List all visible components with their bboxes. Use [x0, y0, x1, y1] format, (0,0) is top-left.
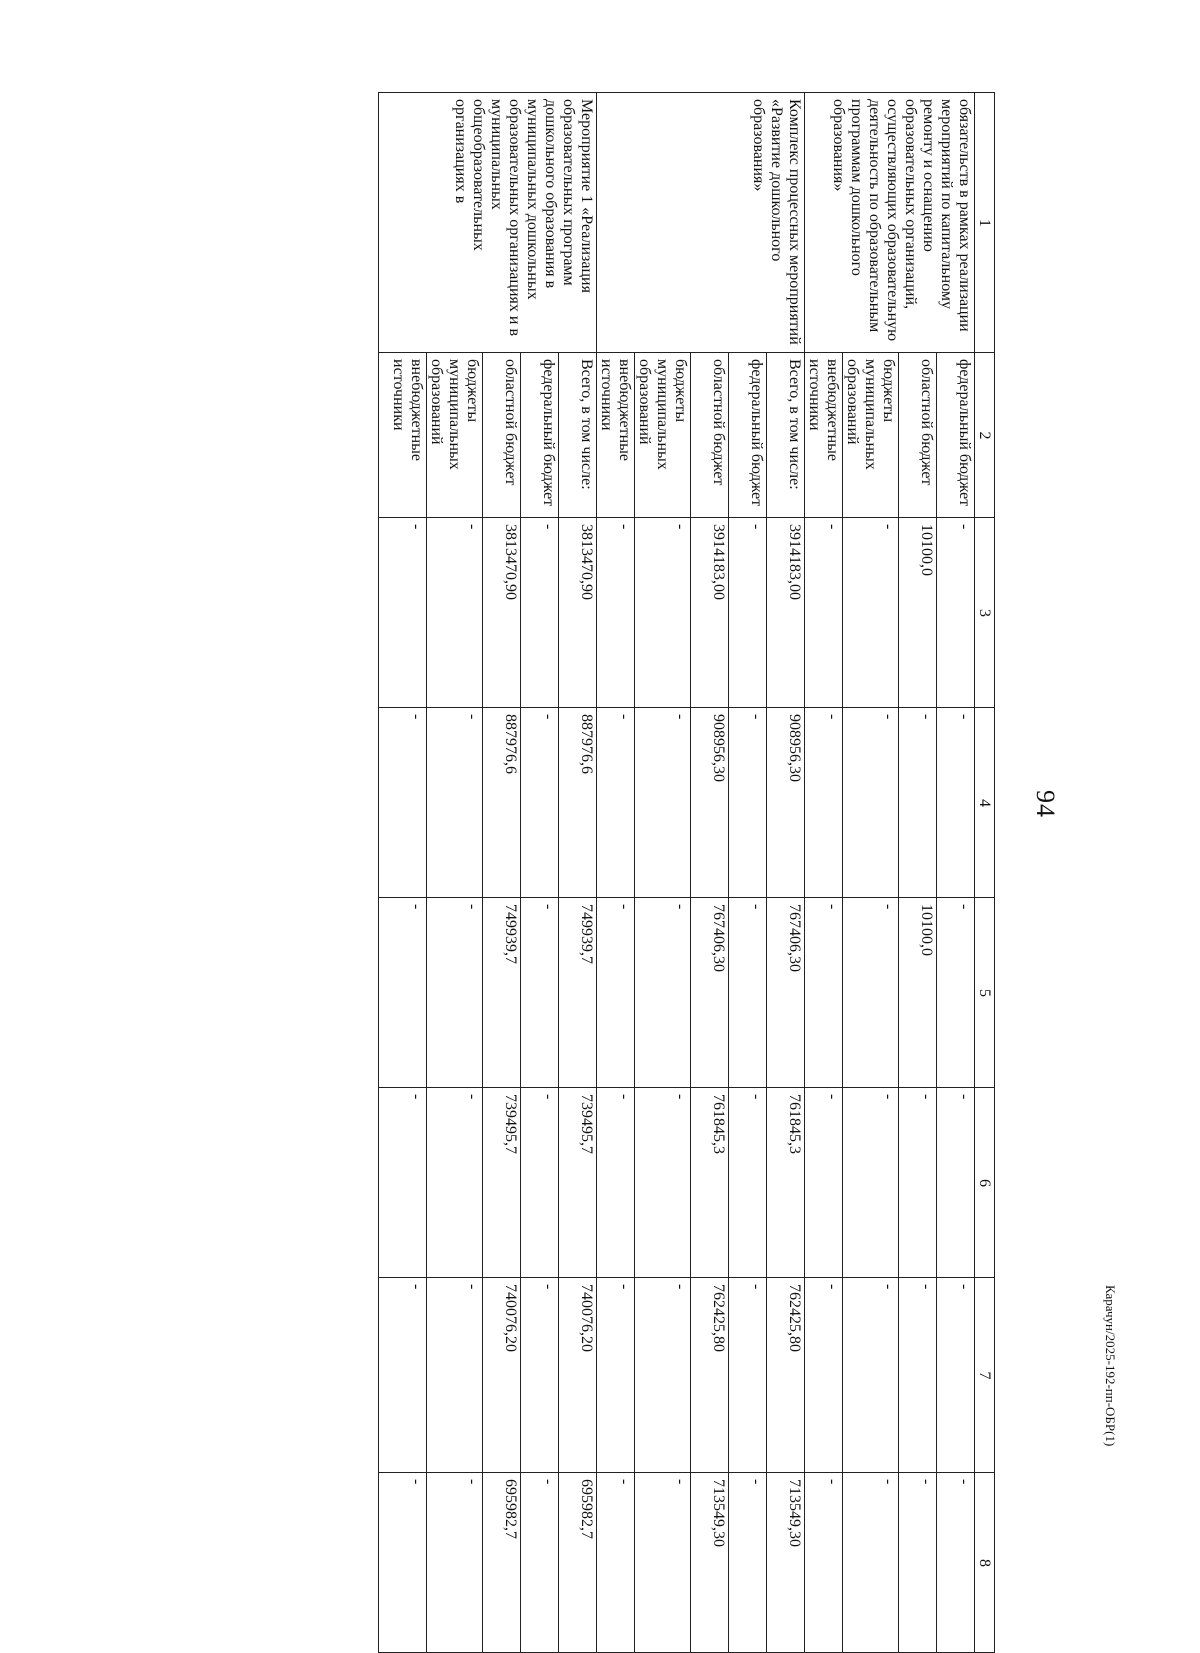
value-cell: - [379, 1473, 427, 1653]
value-cell: 767406,30 [691, 898, 729, 1088]
document-code: Карачун/2025-192-пп-ОБР(1) [1103, 1285, 1118, 1447]
value-cell: 695982,7 [483, 1473, 521, 1653]
value-cell: 3914183,00 [691, 518, 729, 708]
value-cell: - [729, 708, 767, 898]
value-cell: 739495,7 [559, 1088, 597, 1278]
value-cell: - [379, 518, 427, 708]
column-header: 6 [975, 1088, 995, 1278]
program-name-cell: Комплекс процессных мероприятий «Развитие дошкольного образования» [597, 93, 805, 353]
rotated-page-content [99, 92, 995, 1652]
value-cell: 3813470,90 [483, 518, 521, 708]
value-cell: - [521, 1278, 559, 1473]
value-cell: - [521, 518, 559, 708]
value-cell: 908956,30 [691, 708, 729, 898]
funding-source-cell: областной бюджет [899, 353, 937, 518]
value-cell: - [805, 708, 843, 898]
funding-source-cell: бюджеты муниципальных образований [427, 353, 483, 518]
value-cell: - [521, 708, 559, 898]
value-cell: - [805, 1088, 843, 1278]
table-body [379, 93, 975, 1653]
value-cell: 3813470,90 [559, 518, 597, 708]
funding-source-cell: федеральный бюджет [521, 353, 559, 518]
value-cell: - [427, 1278, 483, 1473]
value-cell: - [635, 898, 691, 1088]
column-header: 1 [975, 93, 995, 353]
value-cell: - [937, 1473, 975, 1653]
value-cell: - [843, 518, 899, 708]
value-cell: - [521, 1473, 559, 1653]
value-cell: - [635, 518, 691, 708]
value-cell: - [729, 518, 767, 708]
value-cell: - [729, 1473, 767, 1653]
value-cell: 767406,30 [767, 898, 805, 1088]
value-cell: - [635, 1473, 691, 1653]
value-cell: 10100,0 [899, 518, 937, 708]
value-cell: - [899, 1278, 937, 1473]
column-header: 8 [975, 1473, 995, 1653]
value-cell: - [597, 1088, 635, 1278]
value-cell: - [843, 708, 899, 898]
funding-source-cell: областной бюджет [483, 353, 521, 518]
value-cell: - [937, 518, 975, 708]
value-cell: 749939,7 [559, 898, 597, 1088]
value-cell: - [597, 1278, 635, 1473]
value-cell: 713549,30 [691, 1473, 729, 1653]
value-cell: - [843, 1278, 899, 1473]
value-cell: - [843, 898, 899, 1088]
value-cell: 762425,80 [767, 1278, 805, 1473]
value-cell: - [635, 708, 691, 898]
value-cell: - [805, 1278, 843, 1473]
value-cell: - [635, 1278, 691, 1473]
value-cell: 887976,6 [483, 708, 521, 898]
value-cell: - [379, 898, 427, 1088]
table-row [767, 93, 805, 1653]
value-cell: - [729, 1278, 767, 1473]
value-cell: 740076,20 [483, 1278, 521, 1473]
value-cell: - [937, 1278, 975, 1473]
value-cell: 713549,30 [767, 1473, 805, 1653]
funding-source-cell: областной бюджет [691, 353, 729, 518]
value-cell: - [379, 1278, 427, 1473]
page-number: 94 [1031, 790, 1060, 818]
budget-table [378, 92, 995, 1653]
value-cell: - [937, 898, 975, 1088]
column-header: 3 [975, 518, 995, 708]
value-cell: - [427, 898, 483, 1088]
funding-source-cell: внебюджетные источники [597, 353, 635, 518]
value-cell: 749939,7 [483, 898, 521, 1088]
value-cell: - [805, 898, 843, 1088]
value-cell: - [427, 708, 483, 898]
value-cell: - [843, 1473, 899, 1653]
value-cell: - [729, 1088, 767, 1278]
value-cell: 761845,3 [691, 1088, 729, 1278]
value-cell: - [597, 898, 635, 1088]
funding-source-cell: Всего, в том числе: [559, 353, 597, 518]
value-cell: - [899, 708, 937, 898]
funding-source-cell: федеральный бюджет [937, 353, 975, 518]
funding-source-cell: внебюджетные источники [805, 353, 843, 518]
value-cell: - [843, 1088, 899, 1278]
value-cell: 10100,0 [899, 898, 937, 1088]
funding-source-cell: бюджеты муниципальных образований [843, 353, 899, 518]
value-cell: - [597, 708, 635, 898]
value-cell: - [427, 1473, 483, 1653]
program-name-cell: Мероприятие 1 «Реализация образовательных программ дошкольного образования в муниципальных дошкольных образовательных организациях и в муниципальных общеобразовательных организациях в [379, 93, 597, 353]
value-cell: - [899, 1088, 937, 1278]
value-cell: - [729, 898, 767, 1088]
funding-source-cell: внебюджетные источники [379, 353, 427, 518]
funding-source-cell: Всего, в том числе: [767, 353, 805, 518]
funding-source-cell: бюджеты муниципальных образований [635, 353, 691, 518]
value-cell: - [379, 708, 427, 898]
value-cell: - [899, 1473, 937, 1653]
value-cell: - [379, 1088, 427, 1278]
value-cell: - [937, 1088, 975, 1278]
program-name-cell: обязательств в рамках реализации мероприятий по капитальному ремонту и оснащению образовательных организаций, осуществляющих образовательную деятельность по образовательным программам дошкольного образования» [805, 93, 975, 353]
value-cell: - [427, 1088, 483, 1278]
table-row [559, 93, 597, 1653]
value-cell: - [521, 1088, 559, 1278]
value-cell: 695982,7 [559, 1473, 597, 1653]
value-cell: - [937, 708, 975, 898]
value-cell: - [805, 518, 843, 708]
value-cell: - [427, 518, 483, 708]
value-cell: - [521, 898, 559, 1088]
value-cell: 908956,30 [767, 708, 805, 898]
value-cell: 740076,20 [559, 1278, 597, 1473]
funding-source-cell: федеральный бюджет [729, 353, 767, 518]
column-header: 2 [975, 353, 995, 518]
value-cell: 887976,6 [559, 708, 597, 898]
value-cell: - [805, 1473, 843, 1653]
value-cell: 761845,3 [767, 1088, 805, 1278]
value-cell: - [635, 1088, 691, 1278]
column-header: 4 [975, 708, 995, 898]
column-header: 5 [975, 898, 995, 1088]
table-header-row [975, 93, 995, 1653]
column-header: 7 [975, 1278, 995, 1473]
value-cell: - [597, 518, 635, 708]
table-row [937, 93, 975, 1653]
value-cell: 739495,7 [483, 1088, 521, 1278]
value-cell: 3914183,00 [767, 518, 805, 708]
value-cell: 762425,80 [691, 1278, 729, 1473]
value-cell: - [597, 1473, 635, 1653]
